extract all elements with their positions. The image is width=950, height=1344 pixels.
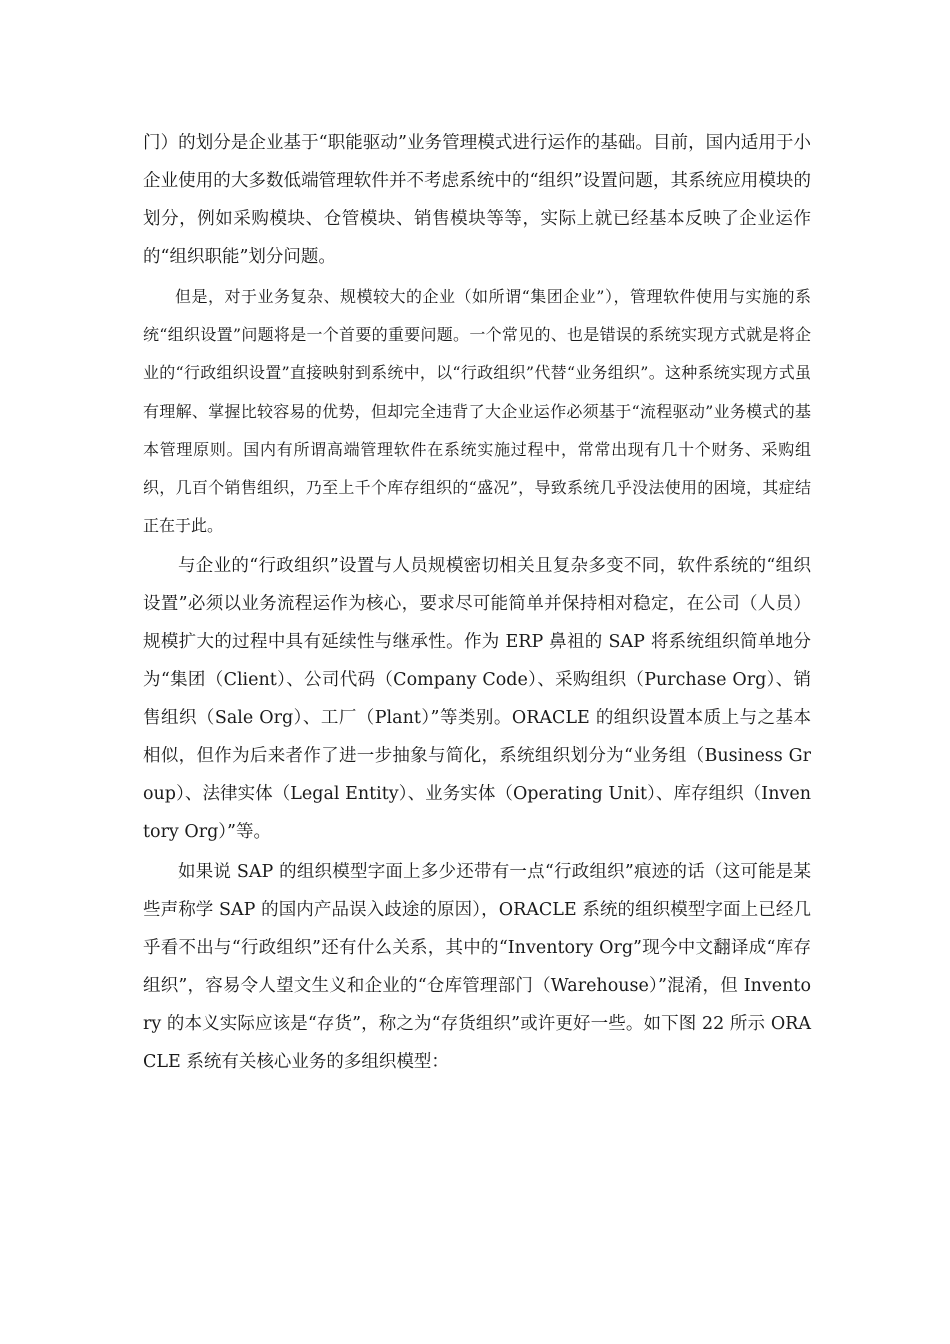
paragraph-4: 如果说 SAP 的组织模型字面上多少还带有一点“行政组织”痕迹的话（这可能是某些声称学 SAP 的国内产品误入歧途的原因），ORACLE 系统的组织模型字面上已经几乎看不出与“行政组织”还有什么关系，其中的“Inventory Org”现今中文翻译成“库存组织”，容易令人望文生义和企业的“仓库管理部门（Warehouse）”混淆，但 Inventory 的本义实际应该是“存货”，称之为“存货组织”或许更好一些。如下图 22 所示 ORACLE 系统有关核心业务的多组织模型： <box>143 862 811 1073</box>
document-body <box>143 124 811 1083</box>
paragraph-2: 但是，对于业务复杂、规模较大的企业（如所谓“集团企业”），管理软件使用与实施的系统“组织设置”问题将是一个首要的重要问题。一个常见的、也是错误的系统实现方式就是将企业的“行政组织设置”直接映射到系统中，以“行政组织”代替“业务组织”。这种系统实现方式虽有理解、掌握比较容易的优势，但却完全违背了大企业运作必须基于“流程驱动”业务模式的基本管理原则。国内有所谓高端管理软件在系统实施过程中，常常出现有几十个财务、采购组织，几百个销售组织，乃至上千个库存组织的“盛况”，导致系统几乎没法使用的困境，其症结正在于此。 <box>143 287 811 536</box>
paragraph-3: 与企业的“行政组织”设置与人员规模密切相关且复杂多变不同，软件系统的“组织设置”必须以业务流程运作为核心，要求尽可能简单并保持相对稳定，在公司（人员）规模扩大的过程中具有延续性与继承性。作为 ERP 鼻祖的 SAP 将系统组织简单地分为“集团（Client）、公司代码（Company Code）、采购组织（Purchase Org）、销售组织（Sale Org）、工厂（Plant）”等类别。ORACLE 的组织设置本质上与之基本相似，但作为后来者作了进一步抽象与简化，系统组织划分为“业务组（Business Group）、法律实体（Legal Entity）、业务实体（Operating Unit）、库存组织（Inventory Org）”等。 <box>143 556 811 843</box>
paragraph-1: 门）的划分是企业基于“职能驱动”业务管理模式进行运作的基础。目前，国内适用于小企业使用的大多数低端管理软件并不考虑系统中的“组织”设置问题，其系统应用模块的划分，例如采购模块、仓管模块、销售模块等等，实际上就已经基本反映了企业运作的“组织职能”划分问题。 <box>143 133 811 267</box>
